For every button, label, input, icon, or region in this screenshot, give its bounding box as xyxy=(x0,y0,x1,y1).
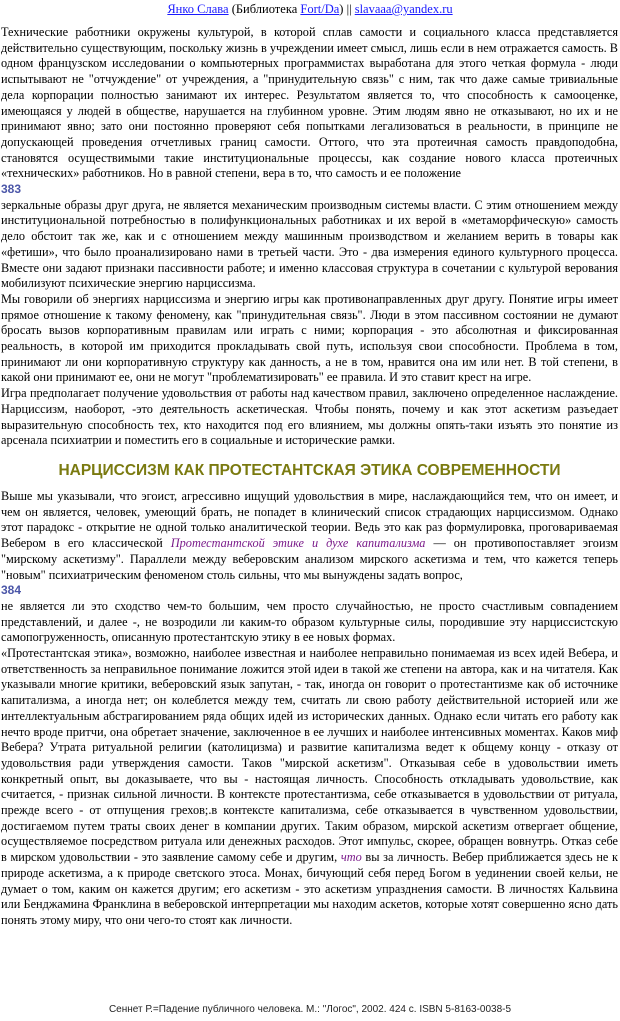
paragraph-7-text-a: «Протестантская этика», возможно, наиболее известная и наиболее неправильно понимаемая из всех идей Вебера, и ответственность за неправильное понимание ложится этой идеи в такой же степени на автора, как и на читателя. Как указывали многие критики, веберовский язык запутан, - так, иногда он говорит о протестантизме как об источнике капитализма, а иногда нет; он колеблется между тем, считать ли свою работу действительной историей или же интеллектуальным абстрагированием ряда общих идей из исторических данных. Однако если читать его работу как нечто вроде притчи, она обретает значение, заключенное в ее лучших и наиболее интенсивных моментах. Каков миф Вебера? Утрата ритуальной религии (католицизма) и развитие капитализма ведет к общему концу - отказу от удовольствия ради утверждения самости. Таков "мирской аскетизм". Отказывая себе в удовольствии иметь конкретный опыт, вы доказываете, что вы - настоящая личность. Способность откладывать удовольствие, как считается, - признак сильной личности. В контексте протестантизма, себе отказывается в удовольствии от ритуала, прежде всего - от отпущения грехов;.в контексте капитализма, себе отказывается в чувственном удовольствии, достигаемом путем траты своих денег в компании других. Таким образом, мирской аскетизм отвергает общение, осуществляемое посредством ритуала или денежных расходов. Этот импульс, скорее, обращен вовнутрь. Отказ себе в мирском удовольствии - это заявление самому себе и другим, xyxy=(1,646,618,865)
library-prefix: (Библиотека xyxy=(228,2,301,16)
citation-footer: Сеннет Р.=Падение публичного человека. М.: "Логос", 2002. 424 с. ISBN 5-8163-0038-5 xyxy=(108,1004,512,1015)
emphasis-italic: что xyxy=(340,850,362,865)
page-number-383: 383 xyxy=(1,182,22,197)
author-link[interactable]: Янко Слава xyxy=(167,2,229,16)
paragraph-5 xyxy=(1,489,618,583)
email-link[interactable]: slavaaa@yandex.ru xyxy=(354,2,453,16)
library-link[interactable]: Fort/Da xyxy=(300,2,340,16)
paragraph-6: не является ли это сходство чем-то большим, чем просто случайностью, не просто счастливым совпадением представлений, и далее -, не возродили ли каким-то образом культурные силы, породившие эту нарциссистскую самопогруженность, описанную протестантскую этику в ее новых формах. xyxy=(1,598,618,645)
paragraph-1: Технические работники окружены культурой, в которой сплав самости и социального класса представляется действительно существующим, поскольку жизнь в учреждении имеет смысл, лишь если в нем отражается самость. В одном французском исследовании о компьютерных программистах выработана для этого четкая формула - люди испытывают не "отчуждение" от учреждения, а "принудительную связь" с ним, так что даже самые тривиальные дела корпорации полностью занимают их интерес. Результатом является то, что способность к самооценке, имеющаяся у людей в обществе, нарушается на глубинном уровне. Этим людям явно не отказывают, но их и не принимают явно; зато они постоянно проверяют себя попытками легализоваться в реальности, в принципе не допускающей проведения отчетливых границ самости. Оттого, что эта протеичная самость правдоподобна, становятся осуществимыми такие институциональные процессы, как создание нового класса протеичных «технических» работников. Но в равной степени, вера в то, что самость и ее положение xyxy=(1,25,618,181)
paragraph-4: Игра предполагает получение удовольствия от работы над качеством правил, заключено определенное наслаждение. Нарциссизм, наоборот, -это деятельность аскетическая. Чтобы понять, почему и как этот аскетизм разъедает выразительную способность тех, кто находится под его влиянием, мы должны опять-таки изъять это понятие из арсенала психиатрии и поместить его в социальные и исторические рамки. xyxy=(1,386,618,448)
paragraph-5-text-b: — он противопоставляет эгоизм "мирскому аскетизму". Параллели между веберовским анализом мирского аскетизма и тем, что кажется теперь "новым" психиатрическим феноменом столь сильны, что мы вынуждены задать вопрос, xyxy=(1,536,618,582)
paragraph-7-text-b: вы за личность. Вебер приближается здесь не к природе аскетизма, а к природе светского этоса. Монах, бичующий себя перед Богом в уединении своей кельи, не думает о том, каким он кажется другим; его аскетизм - это аскетизм упразднения самости. В личностях Кальвина или Бенджамина Франклина в веберовской интерпретации мы находим аскетов, которые хотят совершенно ясно дать понять этому миру, что они чего-то стоят как личности. xyxy=(1,850,619,927)
page-number-384: 384 xyxy=(1,583,22,598)
paragraph-7 xyxy=(1,646,618,929)
book-title-italic: Протестантской этике и духе капитализма xyxy=(170,536,426,551)
library-header xyxy=(0,1,620,17)
article-body xyxy=(1,25,618,929)
paragraph-2: зеркальные образы друг друга, не является механическим производным системы власти. С этим отношением между институциональной потребностью в полифункциональных работниках и их верой в «метаморфическую» самость дело обстоит так же, как и с отношением между машинным производством и желанием верить в товары как «фетиши», что было проанализировано нами в третьей части. Это - два измерения единого культурного процесса. Вместе они задают признаки пассивности работе; и именно классовая структура в сочетании с культурой верования мобилизуют психические энергию нарциссизма. xyxy=(1,197,618,291)
library-suffix: ) || xyxy=(339,2,355,16)
section-heading: НАРЦИССИЗМ КАК ПРОТЕСТАНТСКАЯ ЭТИКА СОВРЕМЕННОСТИ xyxy=(58,461,561,479)
paragraph-5-text-a: Выше мы указывали, что эгоист, агрессивно ищущий удовольствия в мире, наслаждающийся тем, что он имеет, и чем он является, человек, умеющий брать, не попадет в клинический список страдающих нарциссизмом. Однако этот парадокс - открытие не одной только аналитической теории. Ведь это как раз формулировка, проговариваемая Вебером в его классической xyxy=(1,488,618,551)
paragraph-3: Мы говорили об энергиях нарциссизма и энергию игры как противонаправленных друг другу. Понятие игры имеет прямое отношение к такому феномену, как "принудительная связь". Люди в этом пассивном состоянии не думают бросать вызов корпоративным правилам или играть с ними; корпорация - это абсолютная и фиксированная реальность, в которой им приходится прокладывать свой путь, используя свои способности. Проблема в том, принимают ли они корпоративную структуру как данность, а не в том, нравится она им или нет. В той степени, в какой они принимают ее, они не могут "проблематизировать" ее правила. И это ставит крест на игре. xyxy=(1,291,618,385)
